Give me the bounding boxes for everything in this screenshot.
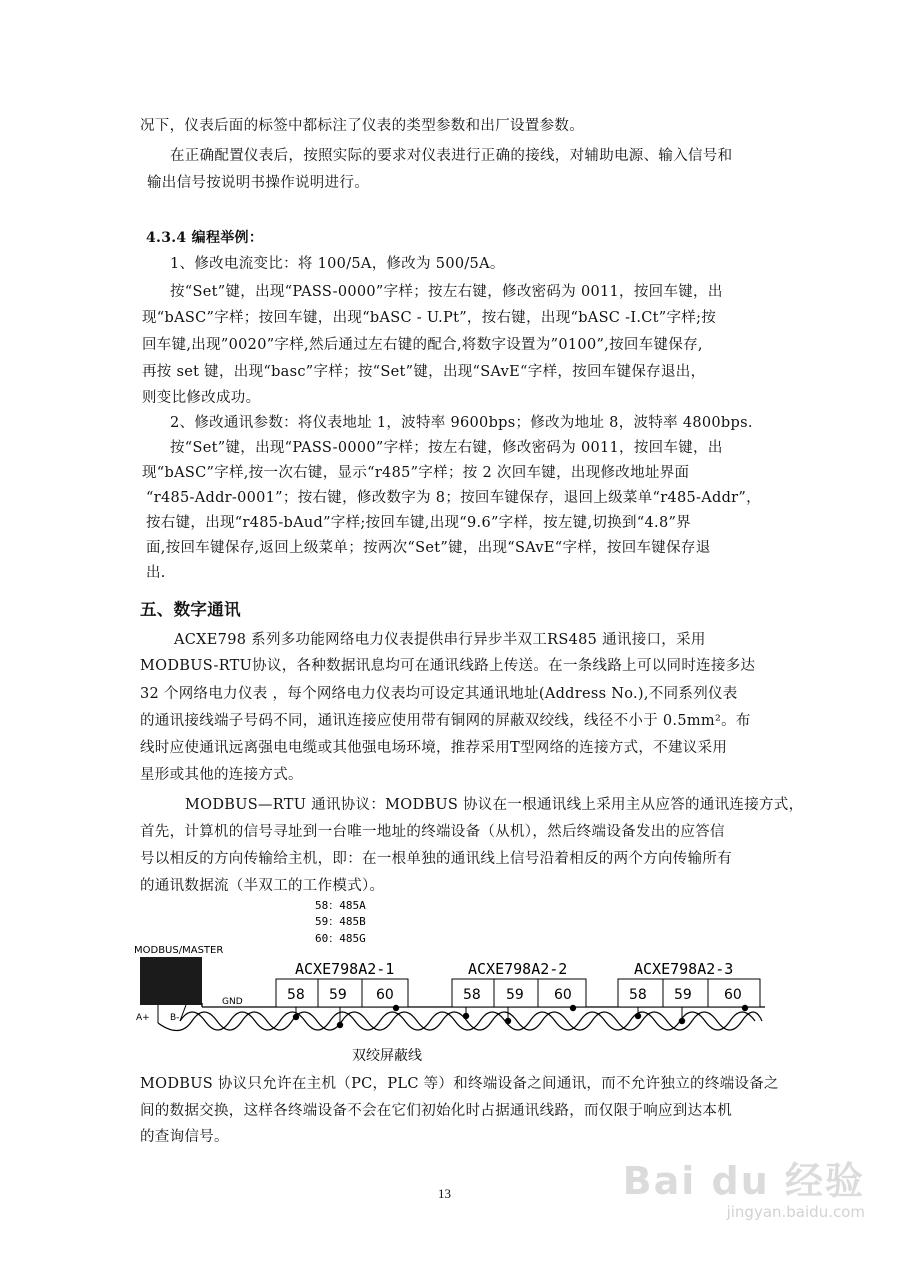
text-line: 在正确配置仪表后，按照实际的要求对仪表进行正确的接线，对辅助电源、输入信号和 xyxy=(170,148,733,164)
text-line: 的查询信号。 xyxy=(140,1129,229,1145)
text-line: 则变比修改成功。 xyxy=(142,390,261,406)
text-line: 按“Set”键，出现“PASS-0000”字样；按左右键，修改密码为 0011，按回车键，出 xyxy=(170,440,723,456)
text-line: 号以相反的方向传输给主机，即：在一根单独的通讯线上信号沿着相反的两个方向传输所有 xyxy=(140,851,732,867)
text-line: 星形或其他的连接方式。 xyxy=(140,767,303,783)
text-line: 线时应使通讯远离强电电缆或其他强电场环境，推荐采用T型网络的连接方式，不建议采用 xyxy=(140,740,728,756)
text-line: 的通讯数据流（半双工的工作模式）。 xyxy=(140,878,385,894)
text-line: 回车键,出现”0020”字样,然后通过左右键的配合,将数字设置为”0100”,按回车键保存, xyxy=(142,337,703,353)
terminal-58: 58 xyxy=(287,987,305,1003)
text-line: 32 个网络电力仪表 ，每个网络电力仪表均可设定其通讯地址(Address No.),不同系列仪表 xyxy=(140,686,738,702)
terminal-60: 60 xyxy=(554,987,572,1003)
watermark-logo: Bai du 经验 xyxy=(622,1159,865,1203)
terminal-59: 59 xyxy=(506,987,524,1003)
text-line: MODBUS 协议只允许在主机（PC，PLC 等）和终端设备之间通讯，而不允许独立的终端设备之 xyxy=(140,1076,779,1092)
page-number: 13 xyxy=(438,1186,451,1201)
text-line: 按右键，出现“r485-bAud”字样;按回车键,出现“9.6”字样，按左键,切换到“4.8”界 xyxy=(146,515,691,531)
gnd-label: GND xyxy=(222,997,243,1007)
device-3-label: ACXE798A2-3 xyxy=(634,960,734,978)
text-line: MODBUS—RTU 通讯协议：MODBUS 协议在一根通讯线上采用主从应答的通讯连接方式， xyxy=(185,797,804,813)
cable-label: 双绞屏蔽线 xyxy=(352,1048,422,1064)
subsection-title: 4.3.4 编程举例： xyxy=(146,230,264,246)
rs485-wiring-diagram xyxy=(130,895,770,1065)
text-line: 间的数据交换，这样各终端设备不会在它们初始化时占据通讯线路，而仅限于响应到达本机 xyxy=(140,1103,732,1119)
legend-485g: 60：485G xyxy=(315,932,366,945)
text-line: 按“Set”键，出现“PASS-0000”字样；按左右键，修改密码为 0011，按回车键，出 xyxy=(170,284,723,300)
terminal-60: 60 xyxy=(724,987,742,1003)
text-line: 2、修改通讯参数：将仪表地址 1，波特率 9600bps；修改为地址 8，波特率 4800bps. xyxy=(170,415,753,431)
terminal-58: 58 xyxy=(463,987,481,1003)
text-line: 再按 set 键，出现“basc”字样；按“Set”键，出现“SAvE“字样，按回车键保存退出， xyxy=(142,364,706,380)
text-line: 现“bASC”字样,按一次右键，显示“r485”字样；按 2 次回车键，出现修改地址界面 xyxy=(142,465,690,481)
section-title: 五、数字通讯 xyxy=(140,600,241,619)
terminal-58: 58 xyxy=(629,987,647,1003)
terminal-60: 60 xyxy=(376,987,394,1003)
text-line: 面,按回车键保存,返回上级菜单；按两次“Set”键，出现“SAvE“字样，按回车键保存退 xyxy=(146,540,711,556)
text-line: ACXE798 系列多功能网络电力仪表提供串行异步半双工RS485 通讯接口，采用 xyxy=(174,632,706,648)
terminal-59: 59 xyxy=(674,987,692,1003)
watermark-url: jingyan.baidu.com xyxy=(726,1203,865,1221)
text-line: 首先，计算机的信号寻址到一台唯一地址的终端设备（从机），然后终端设备发出的应答信 xyxy=(140,824,725,840)
master-device xyxy=(140,957,202,1005)
device-1-label: ACXE798A2-1 xyxy=(295,960,395,978)
text-line: “r485-Addr-0001”；按右键，修改数字为 8；按回车键保存，退回上级菜单“r485-Addr”， xyxy=(146,490,761,506)
text-line: 现“bASC”字样；按回车键，出现“bASC - U.Pt”，按右键，出现“bASC -I.Ct”字样;按 xyxy=(142,310,717,326)
watermark xyxy=(623,1150,865,1221)
legend-485a: 58：485A xyxy=(315,899,366,912)
text-line: 1、修改电流变比：将 100/5A，修改为 500/5A。 xyxy=(170,256,505,272)
master-label: MODBUS/MASTER xyxy=(134,945,224,956)
text-line: 输出信号按说明书操作说明进行。 xyxy=(147,175,369,191)
text-line: MODBUS-RTU协议，各种数据讯息均可在通讯线路上传送。在一条线路上可以同时连接多达 xyxy=(140,658,756,674)
b-minus-label: B- xyxy=(170,1013,180,1023)
text-line: 况下，仪表后面的标签中都标注了仪表的类型参数和出厂设置参数。 xyxy=(140,118,584,134)
device-2-label: ACXE798A2-2 xyxy=(468,960,568,978)
terminal-59: 59 xyxy=(329,987,347,1003)
text-line: 的通讯接线端子号码不同，通讯连接应使用带有铜网的屏蔽双绞线，线径不小于 0.5mm²。布 xyxy=(140,713,751,729)
a-plus-label: A+ xyxy=(136,1013,150,1023)
legend-485b: 59：485B xyxy=(315,915,366,928)
text-line: 出. xyxy=(146,565,166,581)
